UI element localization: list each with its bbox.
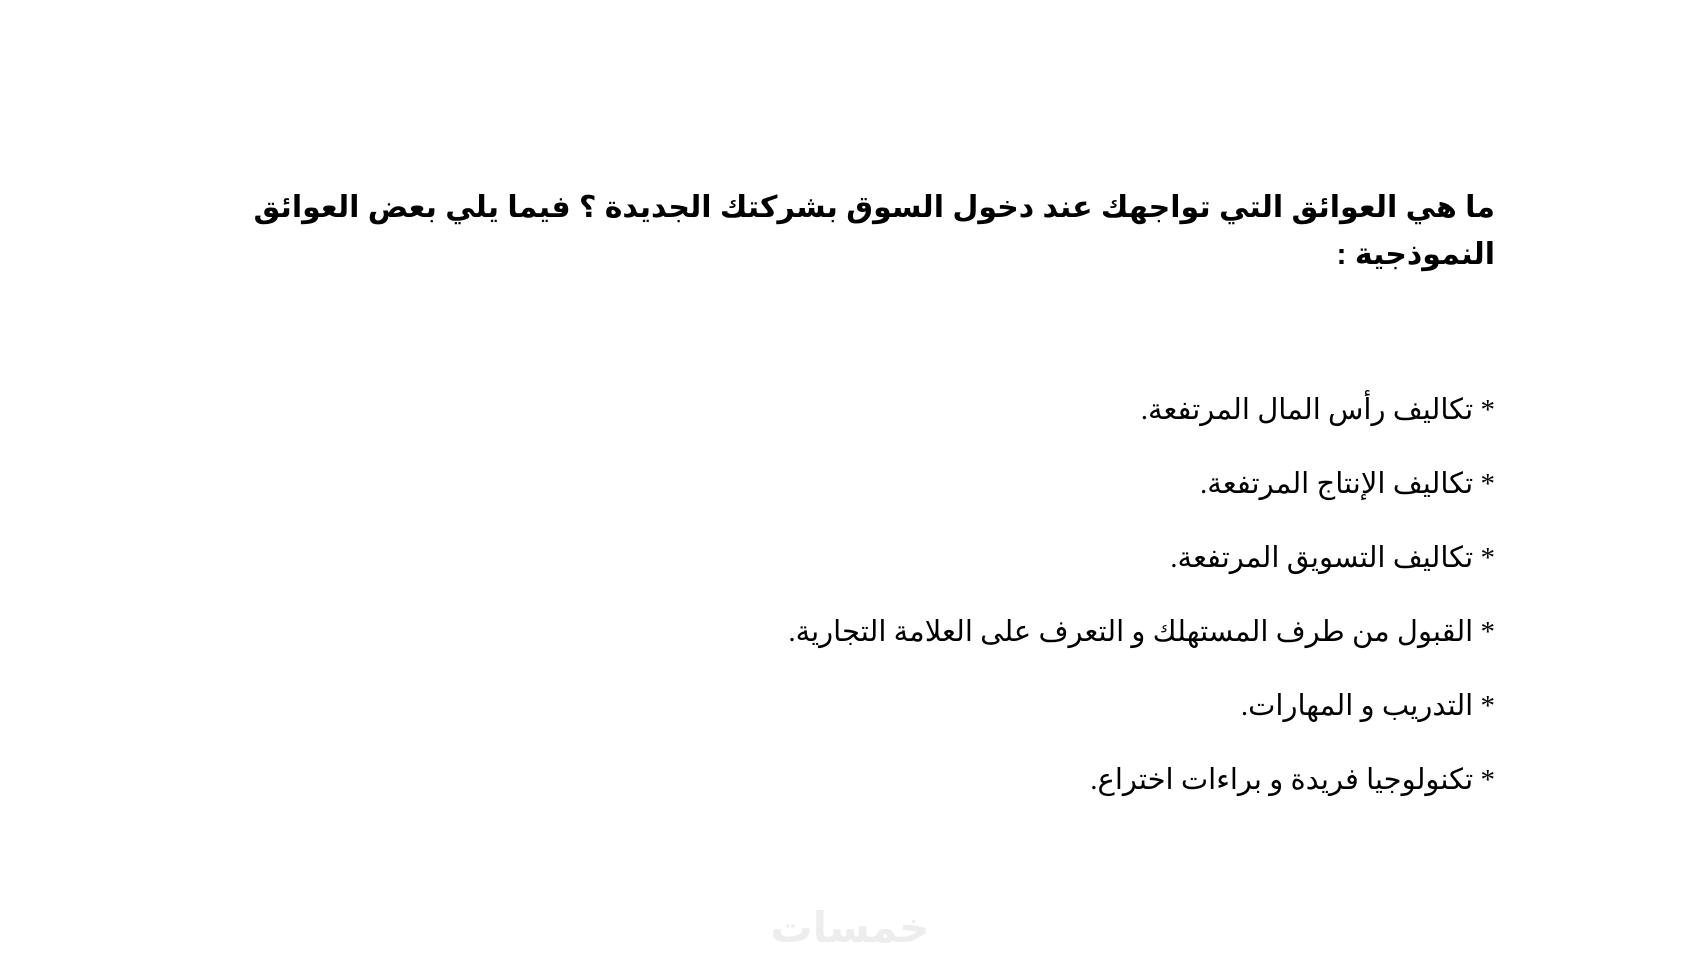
list-item: * تكنولوجيا فريدة و براءات اختراع. [1090, 764, 1495, 796]
page-title: ما هي العوائق التي تواجهك عند دخول السوق بشركتك الجديدة ؟ فيما يلي بعض العوائق النموذجية : [253, 191, 1495, 271]
list-item: * تكاليف الإنتاج المرتفعة. [1200, 468, 1495, 500]
content-spacer [205, 278, 1495, 396]
watermark: خمسات [770, 904, 930, 951]
list-item: * تكاليف التسويق المرتفعة. [1170, 542, 1495, 574]
list-item: * تكاليف رأس المال المرتفعة. [1140, 394, 1495, 426]
list-item: * القبول من طرف المستهلك و التعرف على العلامة التجارية. [788, 616, 1495, 648]
document-content [205, 185, 1495, 840]
list-item: * التدريب و المهارات. [1240, 690, 1495, 722]
barriers-list [205, 396, 1495, 795]
